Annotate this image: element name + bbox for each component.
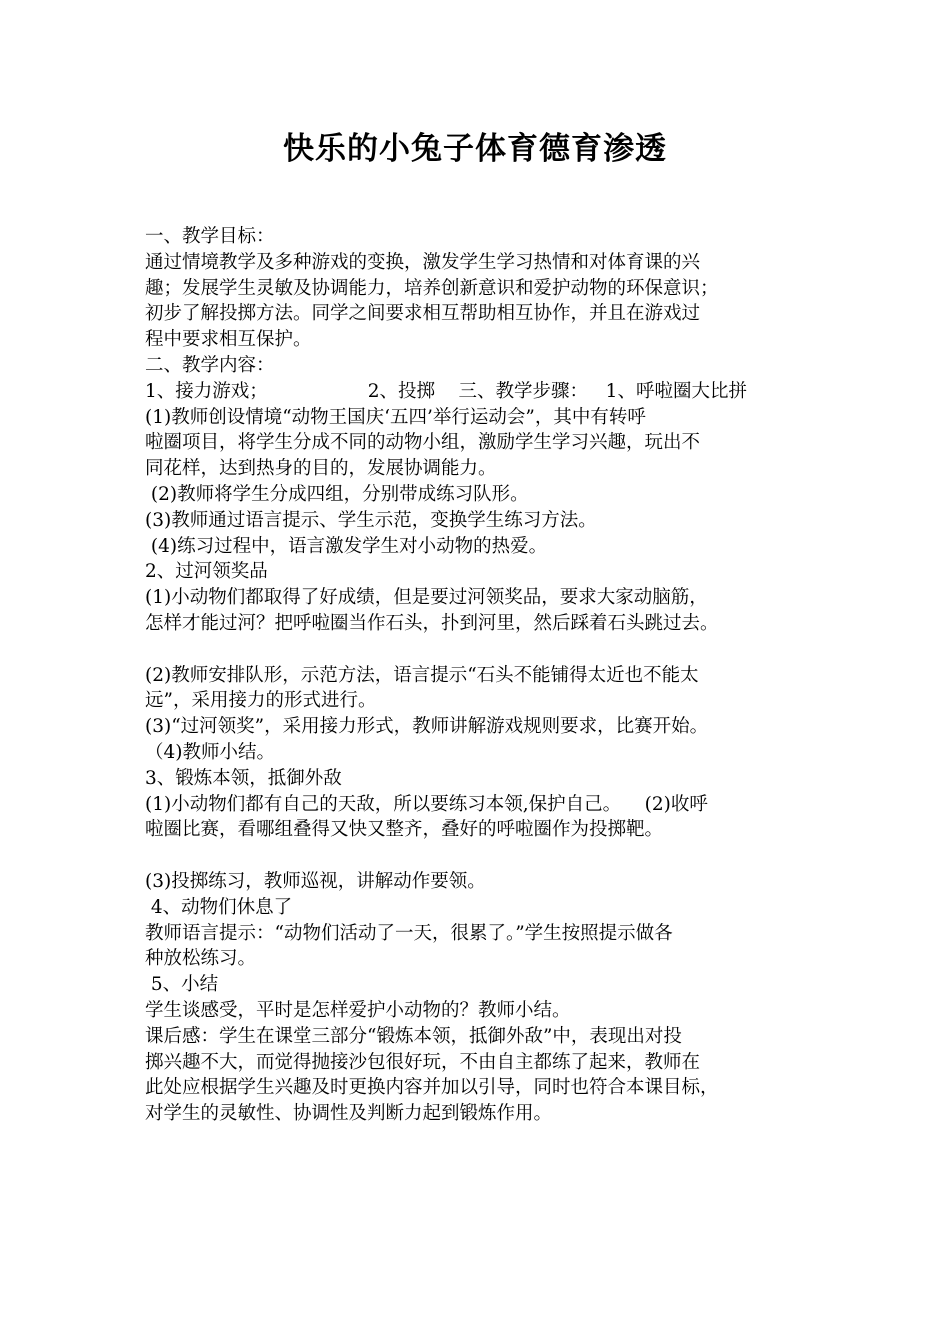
subsection-heading: 4、动物们休息了 (145, 896, 293, 918)
paragraph-line: (1)小动物们都有自己的天敌，所以要练习本领,保护自己。 (2)收呼 (145, 793, 708, 815)
paragraph-line: 课后感：学生在课堂三部分“锻炼本领，抵御外敌”中，表现出对投 (145, 1025, 682, 1047)
paragraph-line: 怎样才能过河？把呼啦圈当作石头，扑到河里，然后踩着石头跳过去。 (145, 612, 719, 634)
paragraph-line: 掷兴趣不大，而觉得抛接沙包很好玩，不由自主都练了起来，教师在 (145, 1051, 701, 1073)
document-title: 快乐的小兔子体育德育渗透 (283, 131, 667, 167)
paragraph-line: 初步了解投掷方法。同学之间要求相互帮助相互协作，并且在游戏过 (145, 303, 701, 325)
paragraph-line: 种放松练习。 (145, 948, 257, 970)
section-heading-content: 二、教学内容： (145, 354, 275, 376)
paragraph-line: 程中要求相互保护。 (145, 329, 312, 351)
paragraph-line: 啦圈项目，将学生分成不同的动物小组，激励学生学习兴趣，玩出不 (145, 432, 701, 454)
paragraph-line: (4)练习过程中，语言激发学生对小动物的热爱。 (145, 535, 548, 557)
paragraph-line: (3)教师通过语言提示、学生示范，变换学生练习方法。 (145, 509, 597, 531)
paragraph-line: (2)教师将学生分成四组，分别带成练习队形。 (145, 483, 529, 505)
paragraph-line: （4)教师小结。 (145, 741, 275, 763)
paragraph-line: 教师语言提示：“动物们活动了一天，很累了。”学生按照提示做各 (145, 922, 673, 944)
paragraph-line: 啦圈比赛，看哪组叠得又快又整齐，叠好的呼啦圈作为投掷靶。 (145, 819, 664, 841)
paragraph-line: 学生谈感受，平时是怎样爱护小动物的？教师小结。 (145, 999, 571, 1021)
blank-line (145, 637, 825, 663)
blank-line (145, 843, 825, 869)
subsection-heading: 3、锻炼本领，抵御外敌 (145, 767, 342, 789)
subsection-heading: 5、小结 (145, 974, 219, 996)
paragraph-line: 对学生的灵敏性、协调性及判断力起到锻炼作用。 (145, 1103, 553, 1125)
paragraph-line: 1、接力游戏； 2、投掷 三、教学步骤： 1、呼啦圈大比拼 (145, 380, 747, 402)
paragraph-line: (3)投掷练习，教师巡视，讲解动作要领。 (145, 870, 486, 892)
paragraph-line: (3)“过河领奖”，采用接力形式，教师讲解游戏规则要求，比赛开始。 (145, 716, 709, 738)
subsection-heading: 2、过河领奖品 (145, 561, 268, 583)
paragraph-line: 同花样，达到热身的目的，发展协调能力。 (145, 458, 497, 480)
paragraph-line: 趣；发展学生灵敏及协调能力，培养创新意识和爱护动物的环保意识； (145, 277, 719, 299)
paragraph-line: (2)教师安排队形，示范方法，语言提示“石头不能铺得太近也不能太 (145, 664, 699, 686)
section-heading-objectives: 一、教学目标： (145, 226, 275, 247)
paragraph-line: 此处应根据学生兴趣及时更换内容并加以引导，同时也符合本课目标， (145, 1077, 719, 1099)
paragraph-line: 通过情境教学及多种游戏的变换，激发学生学习热情和对体育课的兴 (145, 251, 701, 273)
paragraph-line: (1)教师创设情境“动物王国庆‘五四’举行运动会”，其中有转呼 (145, 406, 646, 428)
document-body (145, 224, 825, 1127)
paragraph-line: (1)小动物们都取得了好成绩，但是要过河领奖品，要求大家动脑筋， (145, 587, 708, 609)
paragraph-line: 远”，采用接力的形式进行。 (145, 690, 377, 712)
